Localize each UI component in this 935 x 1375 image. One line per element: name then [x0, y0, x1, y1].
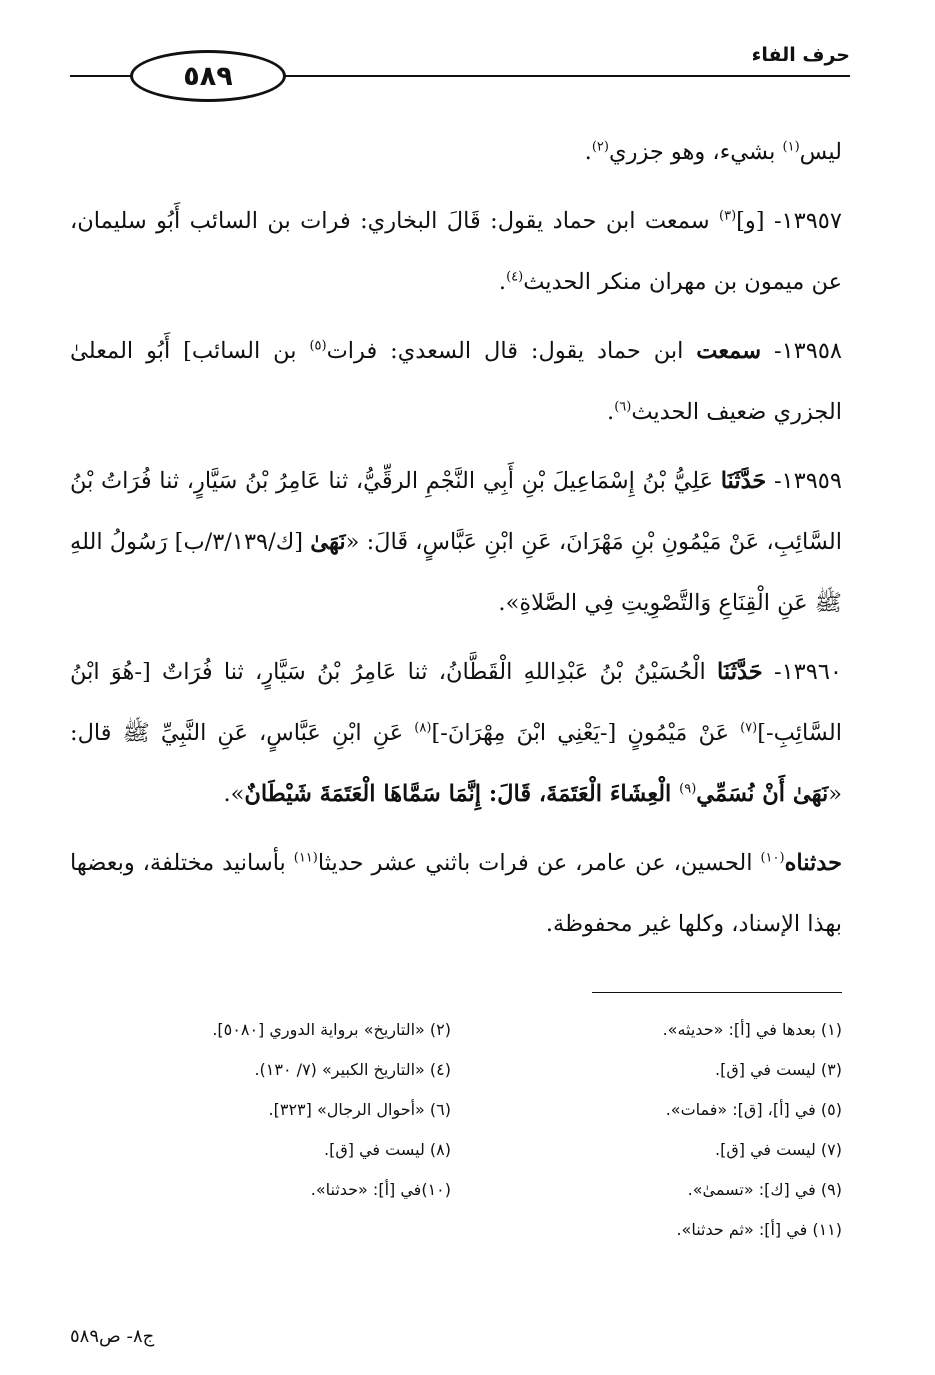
footnote-1: (١) بعدها في [أ]: «حديثه». [662, 1020, 842, 1039]
volume-page-reference: ج٨- ص٥٨٩ [70, 1326, 155, 1347]
text-run: بأسانيد مختلفة، وبعضها بهذا الإسناد، وكلها غير محفوظة. [70, 850, 842, 937]
footnote-9: (٩) في [ك]: «تسمىٰ». [687, 1180, 842, 1199]
hadith-number: ١٣٩٥٩- [766, 468, 842, 494]
footnote-marker: (١١) [293, 850, 318, 866]
text-run: بن السائب] أَبُو المعلىٰ الجزري ضعيف الحديث [70, 338, 842, 425]
footnote-6: (٦) «أحوال الرجال» [٣٢٣]. [268, 1100, 451, 1119]
footnote-rule [592, 992, 842, 993]
paragraph-13958 [70, 321, 842, 443]
bold-text: سمعت [696, 338, 762, 364]
chapter-title: حرف الفاء [751, 44, 850, 66]
footnote-4: (٤) «التاريخ الكبير» (٧/ ١٣٠). [254, 1060, 451, 1079]
page-number-badge [130, 50, 286, 102]
text-run: . [498, 269, 507, 295]
footnote-11: (١١) في [أ]: «ثم حدثنا». [676, 1220, 842, 1239]
footnote-marker: (٤) [506, 269, 524, 285]
text-run: . [607, 399, 615, 425]
hadith-number: ١٣٩٥٧- [و] [736, 208, 842, 234]
footnote-2: (٢) «التاريخ» برواية الدوري [٥٠٨٠]. [212, 1020, 451, 1039]
text-run: الحسين، عن عامر، عن فرات باثني عشر حديثا [317, 850, 761, 876]
bold-text: حَدَّثَنَا [720, 468, 767, 494]
text-run: الْحُسَيْنُ بْنُ عَبْدِاللهِ الْقَطَّانُ، ثنا عَامِرُ بْنُ سَيَّارٍ، ثنا فُرَاتٌ [-هُوَ ابْنُ السَّائِبِ-] [70, 659, 842, 746]
paragraph-13960 [70, 642, 842, 825]
footnote-3: (٣) ليست في [ق]. [715, 1060, 842, 1079]
page-header [70, 40, 850, 130]
footnote-10: (١٠)في [أ]: «حدثنا». [310, 1180, 451, 1199]
bold-text: الْعِشَاءَ الْعَتَمَةَ، قَالَ: إِنَّمَا سَمَّاهَا الْعَتَمَةَ شَيْطَانٌ [244, 781, 680, 807]
text-run: بشيء، وهو جزري [608, 139, 783, 165]
footnotes [100, 1010, 842, 1250]
footnote-5: (٥) في [أ]، [ق]: «فمات». [665, 1100, 842, 1119]
footnote-marker: (٨) [414, 720, 432, 736]
footnote-marker: (٢) [591, 139, 609, 155]
bold-text: نَهَىٰ [310, 529, 346, 555]
paragraph-13957 [70, 191, 842, 313]
footnote-marker: (٧) [740, 720, 758, 736]
page-number: ٥٨٩ [183, 60, 233, 92]
bold-text: نَهَىٰ أَنْ نُسَمِّي [696, 781, 829, 807]
bold-text: حَدَّثَنَا [717, 659, 763, 685]
text-run: ابن حماد يقول: قال السعدي: فرات [326, 338, 697, 364]
footnote-marker: (٥) [309, 338, 327, 354]
footnote-marker: (٣) [719, 208, 737, 224]
text-run: عَنْ مَيْمُونٍ [-يَعْنِي ابْنَ مِهْرَانَ-] [431, 720, 741, 746]
text-run: . [584, 139, 592, 165]
text-run: عَنِ ابْنِ عَبَّاسٍ، عَنِ النَّبِيِّ ﷺ قال: « [70, 720, 842, 807]
hadith-number: ١٣٩٥٨- [761, 338, 842, 364]
hadith-number: ١٣٩٦٠- [762, 659, 842, 685]
footnote-marker: (١٠) [760, 850, 785, 866]
bold-text: حدثناه [784, 850, 842, 876]
footnote-marker: (١) [782, 139, 800, 155]
text-run: ليس [799, 139, 842, 165]
text-run: ». [223, 781, 245, 807]
paragraph-closing [70, 833, 842, 955]
footnote-7: (٧) ليست في [ق]. [715, 1140, 842, 1159]
paragraph-13959 [70, 451, 842, 634]
footnote-marker: (٦) [614, 399, 632, 415]
text-run: عَلِيُّ بْنُ إِسْمَاعِيلَ بْنِ أَبِي النَّجْمِ الرقِّيُّ، ثنا عَامِرُ بْنُ سَيَّارٍ، ثنا فُرَاتُ بْنُ السَّائِبِ، عَنْ مَيْمُونِ بْنِ مَهْرَانَ، عَنِ ابْنِ عَبَّاسٍ، قَالَ: « [70, 468, 843, 555]
paragraph-1 [70, 122, 842, 183]
text-run: سمعت ابن حماد يقول: قَالَ البخاري: فرات بن السائب أَبُو سليمان، عن ميمون بن مهران منكر الحديث [70, 208, 842, 295]
footnote-8: (٨) ليست في [ق]. [324, 1140, 451, 1159]
main-text [70, 122, 842, 955]
text-run: [ك/٣/١٣٩/ب] رَسُولُ اللهِ ﷺ عَنِ الْقِنَاعِ وَالتَّصْوِيتِ فِي الصَّلاةِ». [70, 529, 842, 616]
footnote-marker: (٩) [679, 781, 697, 797]
